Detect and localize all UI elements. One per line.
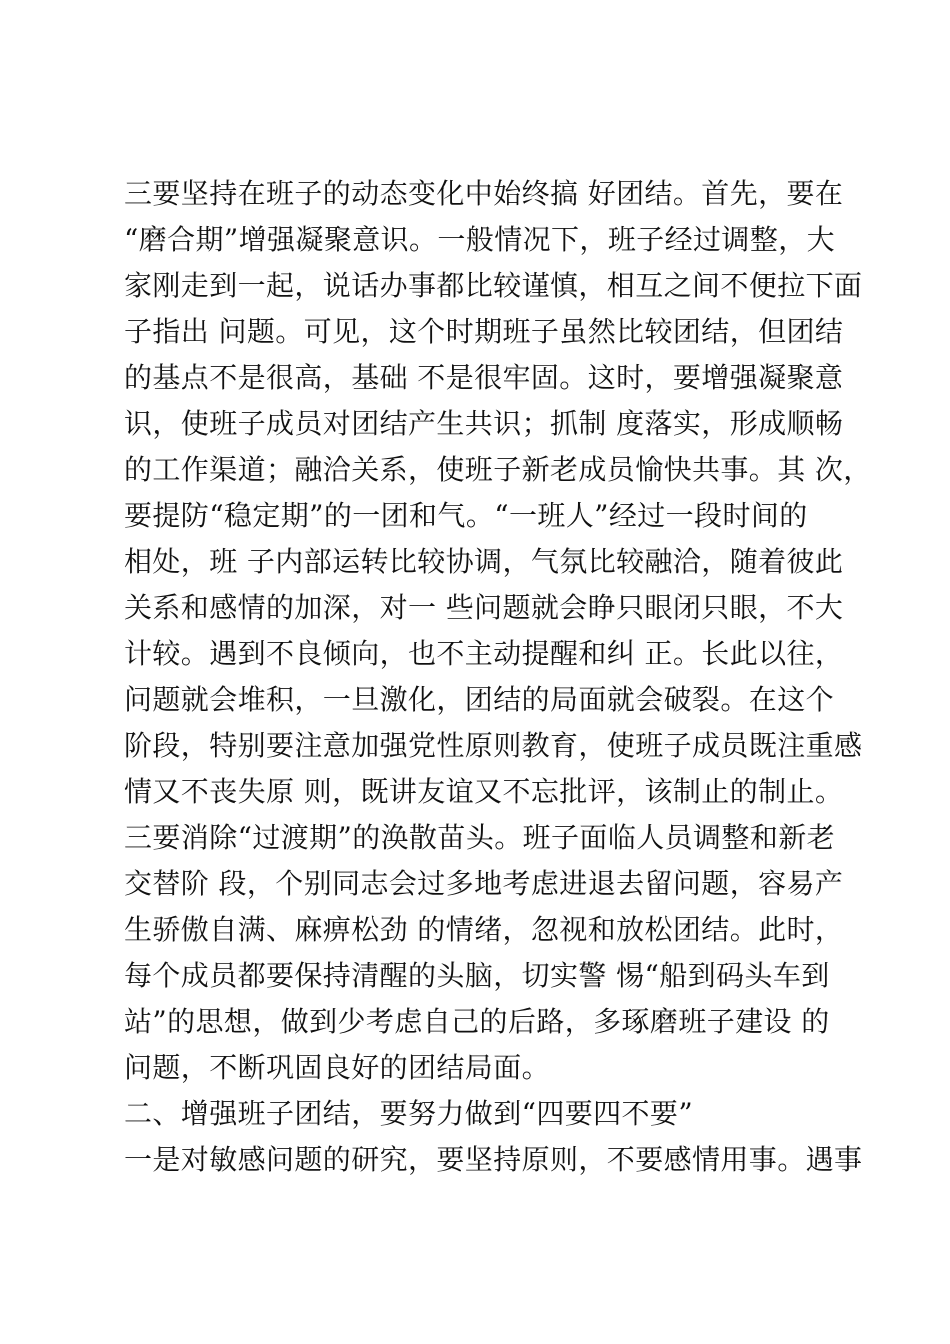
paragraph-line: 家刚走到一起，说话办事都比较谨慎，相互之间不便拉下面 [124, 269, 863, 302]
paragraph-line: 计较。遇到不良倾向，也不主动提醒和纠 正。长此以往， [124, 637, 844, 670]
paragraph-line: 三要坚持在班子的动态变化中始终搞 好团结。首先，要在 [124, 177, 844, 210]
paragraph-line: 一是对敏感问题的研究，要坚持原则，不要感情用事。遇事 [124, 1143, 863, 1176]
paragraph-line: “磨合期”增强凝聚意识。一般情况下，班子经过调整，大 [124, 223, 836, 256]
paragraph-line: 关系和感情的加深，对一 些问题就会睁只眼闭只眼，不大 [124, 591, 844, 624]
paragraph-line: 生骄傲自满、麻痹松劲 的情绪，忽视和放松团结。此时， [124, 913, 844, 946]
paragraph-line: 阶段，特别要注意加强党性原则教育，使班子成员既注重感 [124, 729, 863, 762]
paragraph-line: 站”的思想，做到少考虑自己的后路，多琢磨班子建设 的 [124, 1005, 830, 1038]
paragraph-line: 的基点不是很高，基础 不是很牢固。这时，要增强凝聚意 [124, 361, 844, 394]
paragraph-line: 问题，不断巩固良好的团结局面。 [124, 1051, 551, 1084]
paragraph-line: 每个成员都要保持清醒的头脑，切实警 惕“船到码头车到 [124, 959, 830, 992]
paragraph-line: 问题就会堆积，一旦激化，团结的局面就会破裂。在这个 [124, 683, 835, 716]
paragraph-line: 的工作渠道；融洽关系，使班子新老成员愉快共事。其 次， [124, 453, 872, 486]
paragraph-line: 相处，班 子内部运转比较协调，气氛比较融洽，随着彼此 [124, 545, 844, 578]
paragraph-line: 子指出 问题。可见，这个时期班子虽然比较团结，但团结 [124, 315, 844, 348]
paragraph-line: 情又不丧失原 则，既讲友谊又不忘批评，该制止的制止。 [124, 775, 844, 808]
paragraph-line: 要提防“稳定期”的一团和气。“一班人”经过一段时间的 [124, 499, 808, 532]
paragraph-line: 三要消除“过渡期”的涣散苗头。班子面临人员调整和新老 [124, 821, 836, 854]
paragraph-line: 交替阶 段，个别同志会过多地考虑进退去留问题，容易产 [124, 867, 844, 900]
section-heading: 二、增强班子团结，要努力做到“四要四不要” [124, 1097, 694, 1130]
paragraph-line: 识，使班子成员对团结产生共识；抓制 度落实，形成顺畅 [124, 407, 844, 440]
